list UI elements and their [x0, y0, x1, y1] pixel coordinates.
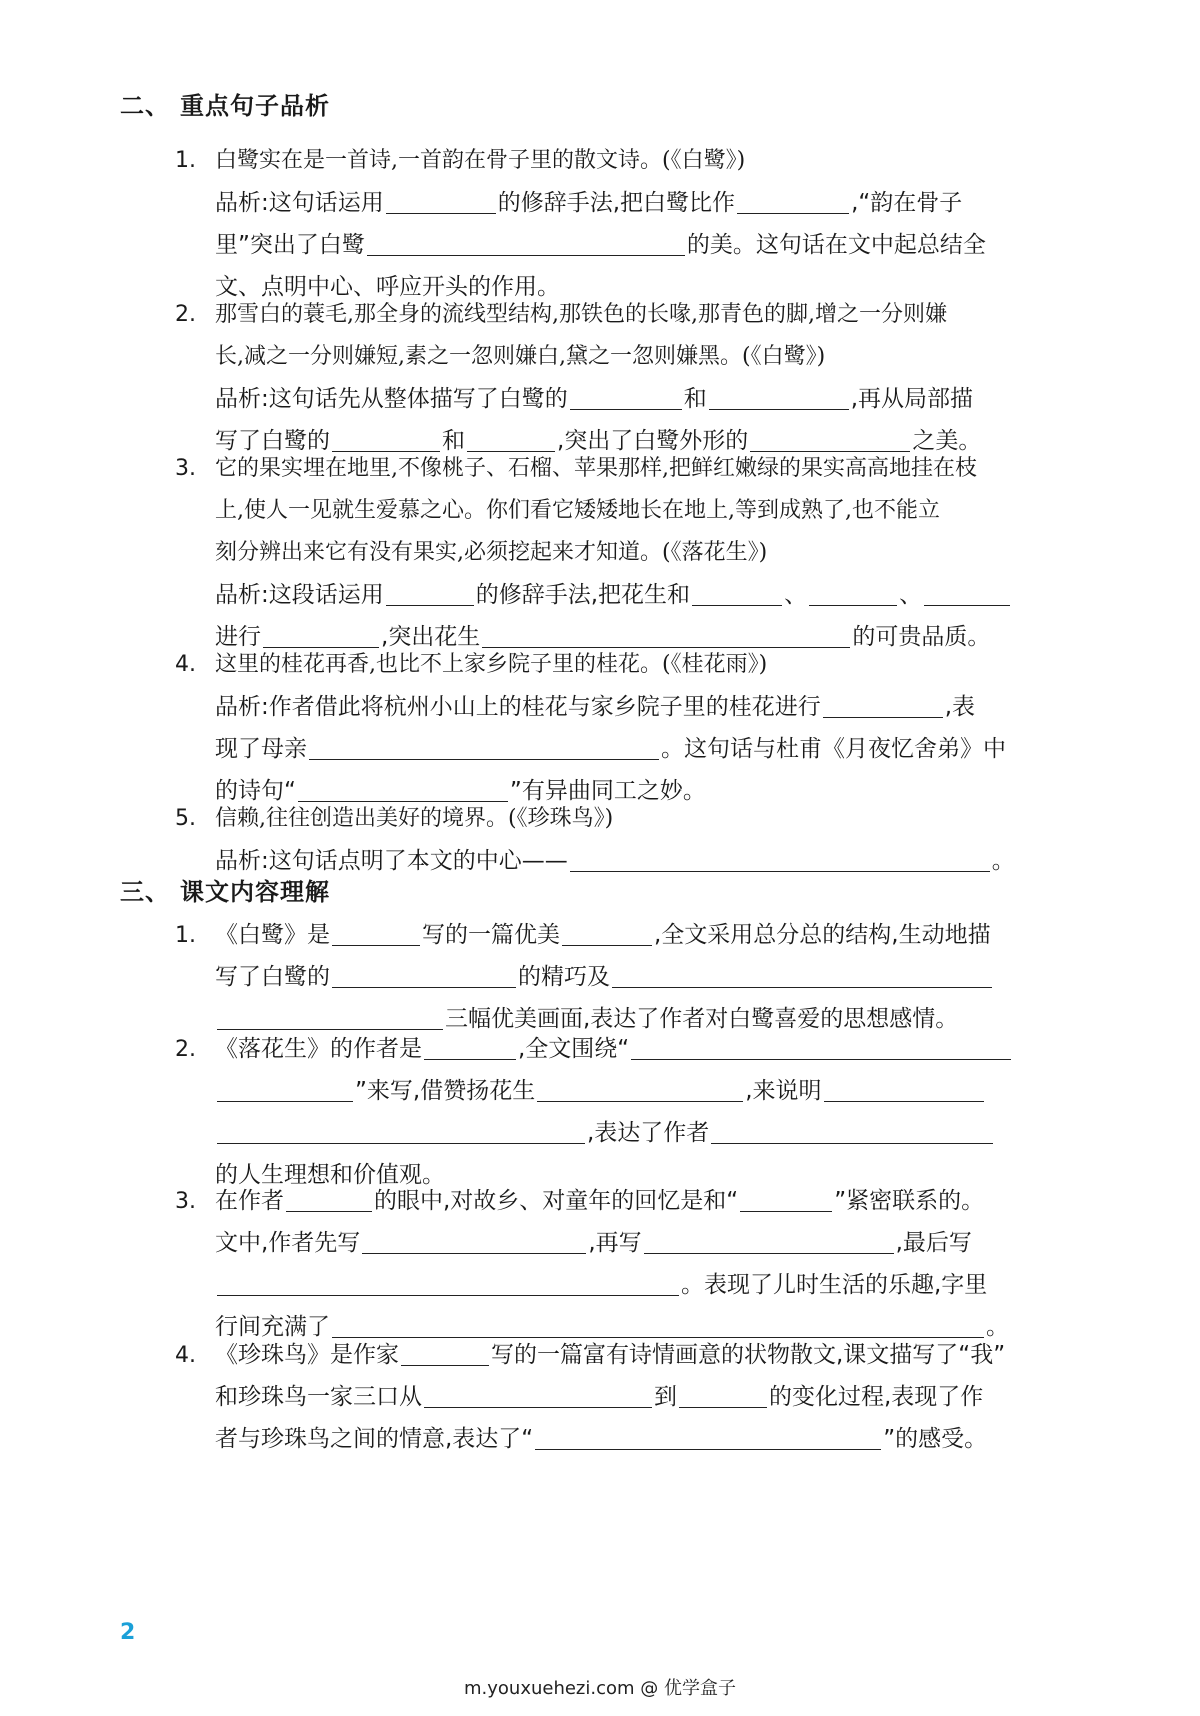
analysis-text: 的美。这句话在文中起总结全 — [686, 232, 986, 258]
answer-blank[interactable] — [711, 1115, 993, 1144]
answer-blank[interactable] — [535, 1421, 881, 1450]
analysis-text: 进行 — [215, 624, 261, 650]
analysis-text: 文、点明中心、呼应开头的作用。 — [215, 274, 560, 300]
analysis-text: 品析:这句话运用 — [215, 190, 384, 216]
question-text: 在作者 — [215, 1188, 284, 1214]
question-text: 。 — [986, 1314, 1009, 1340]
analysis-text: 的诗句“ — [215, 778, 296, 804]
s2-question-1 — [175, 140, 1085, 308]
question-text: 写的一篇富有诗情画意的状物散文,课文描写了“我” — [491, 1342, 1006, 1368]
question-number: 2. — [175, 1037, 196, 1062]
quote-text: 长,减之一分则嫌短,素之一忽则嫌白,黛之一忽则嫌黑。(《白鹭》) — [215, 344, 826, 369]
s2-question-5 — [175, 798, 1085, 882]
answer-blank[interactable] — [679, 1379, 767, 1408]
analysis-text: 的可贵品质。 — [852, 624, 991, 650]
analysis-text: 品析:这句话先从整体描写了白鹭的 — [215, 386, 568, 412]
answer-blank[interactable] — [362, 1225, 586, 1254]
question-text: 写的一篇优美 — [422, 922, 560, 948]
analysis-text: 品析:这段话运用 — [215, 582, 384, 608]
analysis-text: ,突出花生 — [381, 624, 481, 650]
question-text: 文中,作者先写 — [215, 1230, 361, 1256]
quote-text: 那雪白的蓑毛,那全身的流线型结构,那铁色的长喙,那青色的脚,增之一分则嫌 — [215, 302, 947, 327]
question-text: 《落花生》的作者是 — [215, 1036, 422, 1062]
analysis-text: 和 — [683, 386, 707, 412]
quote-text: 信赖,往往创造出美好的境界。(《珍珠鸟》) — [215, 806, 614, 831]
s2-question-4 — [175, 644, 1085, 812]
answer-blank[interactable] — [367, 227, 685, 256]
answer-blank[interactable] — [217, 1001, 443, 1030]
question-text: 《白鹭》是 — [215, 922, 330, 948]
answer-blank[interactable] — [286, 1183, 372, 1212]
question-text: 行间充满了 — [215, 1314, 330, 1340]
section-2-title: 重点句子品析 — [180, 92, 330, 120]
answer-blank[interactable] — [217, 1073, 353, 1102]
analysis-text: 的修辞手法,把花生和 — [475, 582, 691, 608]
question-text: 到 — [654, 1384, 677, 1410]
answer-blank[interactable] — [332, 917, 420, 946]
question-text: ”紧密联系的。 — [834, 1188, 985, 1214]
question-number: 4. — [175, 652, 196, 677]
analysis-text: 。 — [991, 848, 1015, 874]
question-text: ,再写 — [588, 1230, 642, 1256]
s3-question-2 — [175, 1028, 1085, 1196]
s2-question-2 — [175, 294, 1085, 462]
question-text: ”来写,借赞扬花生 — [355, 1078, 536, 1104]
answer-blank[interactable] — [631, 1031, 1011, 1060]
analysis-text: 品析:作者借此将杭州小山上的桂花与家乡院子里的桂花进行 — [215, 694, 821, 720]
question-text: 的人生理想和价值观。 — [215, 1162, 445, 1188]
answer-blank[interactable] — [570, 843, 990, 872]
question-number: 3. — [175, 456, 196, 481]
question-text: 三幅优美画面,表达了作者对白鹭喜爱的思想感情。 — [445, 1006, 959, 1032]
question-text: ,来说明 — [745, 1078, 822, 1104]
question-text: 的精巧及 — [518, 964, 610, 990]
question-text: ”的感受。 — [883, 1426, 988, 1452]
quote-text: 这里的桂花再香,也比不上家乡院子里的桂花。(《桂花雨》) — [215, 652, 768, 677]
analysis-text: ,再从局部描 — [850, 386, 974, 412]
analysis-text: 的修辞手法,把白鹭比作 — [497, 190, 736, 216]
s2-question-3 — [175, 448, 1085, 658]
answer-blank[interactable] — [570, 381, 682, 410]
answer-blank[interactable] — [386, 185, 496, 214]
answer-blank[interactable] — [217, 1267, 679, 1296]
analysis-text: 品析:这句话点明了本文的中心—— — [215, 848, 568, 874]
section-3-heading — [120, 872, 330, 907]
question-text: ,全文围绕“ — [518, 1036, 630, 1062]
question-text: 《珍珠鸟》是作家 — [215, 1342, 399, 1368]
answer-blank[interactable] — [309, 731, 659, 760]
analysis-text: 写了白鹭的 — [215, 428, 330, 454]
answer-blank[interactable] — [824, 1073, 984, 1102]
question-number: 1. — [175, 923, 196, 948]
section-2-number: 二、 — [120, 92, 170, 120]
answer-blank[interactable] — [424, 1031, 516, 1060]
analysis-text: ,“韵在骨子 — [851, 190, 963, 216]
analysis-text: 之美。 — [912, 428, 982, 454]
answer-blank[interactable] — [737, 185, 849, 214]
question-text: ,全文采用总分总的结构,生动地描 — [654, 922, 991, 948]
analysis-text: ,突出了白鹭外形的 — [557, 428, 749, 454]
question-text: 的变化过程,表现了作 — [769, 1384, 984, 1410]
analysis-text: 、 — [784, 582, 808, 608]
answer-blank[interactable] — [809, 577, 897, 606]
question-number: 3. — [175, 1189, 196, 1214]
answer-blank[interactable] — [332, 959, 516, 988]
answer-blank[interactable] — [924, 577, 1010, 606]
analysis-text: 现了母亲 — [215, 736, 307, 762]
question-number: 5. — [175, 806, 196, 831]
analysis-text: 里”突出了白鹭 — [215, 232, 365, 258]
question-text: 和珍珠鸟一家三口从 — [215, 1384, 422, 1410]
answer-blank[interactable] — [823, 689, 943, 718]
answer-blank[interactable] — [709, 381, 849, 410]
question-number: 4. — [175, 1343, 196, 1368]
quote-text: 它的果实埋在地里,不像桃子、石榴、苹果那样,把鲜红嫩绿的果实高高地挂在枝 — [215, 456, 977, 481]
answer-blank[interactable] — [537, 1073, 743, 1102]
section-3-number: 三、 — [120, 878, 170, 906]
answer-blank[interactable] — [562, 917, 652, 946]
question-number: 1. — [175, 148, 196, 173]
s3-question-4 — [175, 1334, 1085, 1460]
section-2-heading — [120, 86, 330, 121]
answer-blank[interactable] — [217, 1115, 585, 1144]
answer-blank[interactable] — [401, 1337, 489, 1366]
analysis-text: 和 — [442, 428, 465, 454]
question-text: ,最后写 — [895, 1230, 972, 1256]
page-number: 2 — [120, 1620, 136, 1645]
answer-blank[interactable] — [740, 1183, 832, 1212]
quote-text: 上,使人一见就生爱慕之心。你们看它矮矮地长在地上,等到成熟了,也不能立 — [215, 498, 940, 523]
quote-text: 刻分辨出来它有没有果实,必须挖起来才知道。(《落花生》) — [215, 540, 768, 565]
question-text: 的眼中,对故乡、对童年的回忆是和“ — [374, 1188, 739, 1214]
question-text: 者与珍珠鸟之间的情意,表达了“ — [215, 1426, 534, 1452]
section-3-title: 课文内容理解 — [180, 878, 330, 906]
s3-question-1 — [175, 914, 1085, 1040]
quote-text: 白鹭实在是一首诗,一首韵在骨子里的散文诗。(《白鹭》) — [215, 148, 746, 173]
question-number: 2. — [175, 302, 196, 327]
answer-blank[interactable] — [424, 1379, 652, 1408]
answer-blank[interactable] — [692, 577, 782, 606]
analysis-text: ,表 — [944, 694, 976, 720]
question-text: ,表达了作者 — [587, 1120, 710, 1146]
question-text: 。表现了儿时生活的乐趣,字里 — [681, 1272, 988, 1298]
footer-watermark: m.youxuehezi.com @ 优学盒子 — [463, 1678, 736, 1699]
analysis-text: 。这句话与杜甫《月夜忆舍弟》中 — [661, 736, 1006, 762]
answer-blank[interactable] — [612, 959, 992, 988]
answer-blank[interactable] — [644, 1225, 894, 1254]
question-text: 写了白鹭的 — [215, 964, 330, 990]
analysis-text: ”有异曲同工之妙。 — [509, 778, 706, 804]
s3-question-3 — [175, 1180, 1085, 1348]
analysis-text: 、 — [899, 582, 923, 608]
answer-blank[interactable] — [386, 577, 474, 606]
